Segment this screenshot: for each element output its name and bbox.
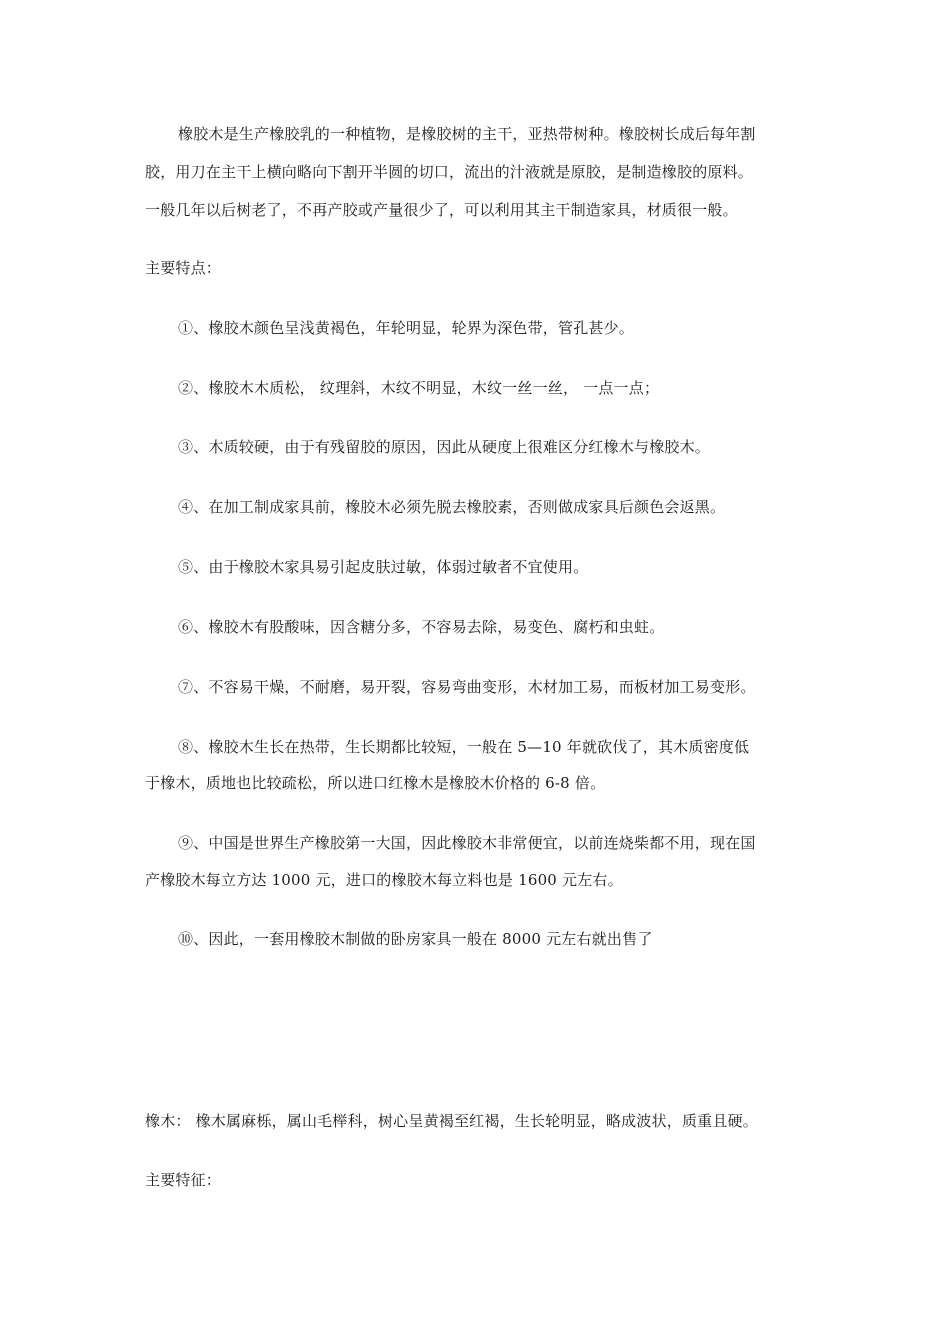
- feature-9-line-2: 产橡胶木每立方达 1000 元，进口的橡胶木每立料也是 1600 元左右。: [145, 871, 623, 889]
- feature-8-line-2: 于橡木，质地也比较疏松，所以进口红橡木是橡胶木价格的 6-8 倍。: [145, 774, 606, 792]
- feature-2: ②、橡胶木木质松， 纹理斜，木纹不明显，木纹一丝一丝， 一点一点；: [178, 379, 660, 397]
- oak-features-heading: 主要特征：: [145, 1171, 222, 1189]
- feature-10: ⑩、因此，一套用橡胶木制做的卧房家具一般在 8000 元左右就出售了: [178, 930, 653, 948]
- feature-3: ③、木质较硬，由于有残留胶的原因，因此从硬度上很难区分红橡木与橡胶木。: [178, 438, 711, 456]
- feature-7: ⑦、不容易干燥，不耐磨，易开裂，容易弯曲变形，木材加工易，而板材加工易变形。: [178, 678, 756, 696]
- intro-line-2: 胶，用刀在主干上横向略向下割开半圆的切口，流出的汁液就是原胶，是制造橡胶的原料。: [145, 163, 754, 181]
- features-heading: 主要特点：: [145, 259, 222, 277]
- feature-8-line-1: ⑧、橡胶木生长在热带，生长期都比较短，一般在 5—10 年就砍伐了，其木质密度低: [178, 738, 750, 756]
- feature-1: ①、橡胶木颜色呈浅黄褐色，年轮明显，轮界为深色带，管孔甚少。: [178, 319, 635, 337]
- intro-line-1: 橡胶木是生产橡胶乳的一种植物，是橡胶树的主干，亚热带树种。橡胶树长成后每年割: [178, 125, 756, 143]
- feature-5: ⑤、由于橡胶木家具易引起皮肤过敏，体弱过敏者不宜使用。: [178, 558, 589, 576]
- feature-9-line-1: ⑨、中国是世界生产橡胶第一大国，因此橡胶木非常便宜，以前连烧柴都不用，现在国: [178, 834, 756, 852]
- oak-intro: 橡木： 橡木属麻栎，属山毛榉科，树心呈黄褐至红褐，生长轮明显，略成波状，质重且硬。: [145, 1112, 758, 1130]
- feature-4: ④、在加工制成家具前，橡胶木必须先脱去橡胶素，否则做成家具后颜色会返黑。: [178, 498, 726, 516]
- feature-6: ⑥、橡胶木有股酸味，因含糖分多，不容易去除，易变色、腐朽和虫蛀。: [178, 618, 665, 636]
- intro-line-3: 一般几年以后树老了，不再产胶或产量很少了，可以利用其主干制造家具，材质很一般。: [145, 201, 738, 219]
